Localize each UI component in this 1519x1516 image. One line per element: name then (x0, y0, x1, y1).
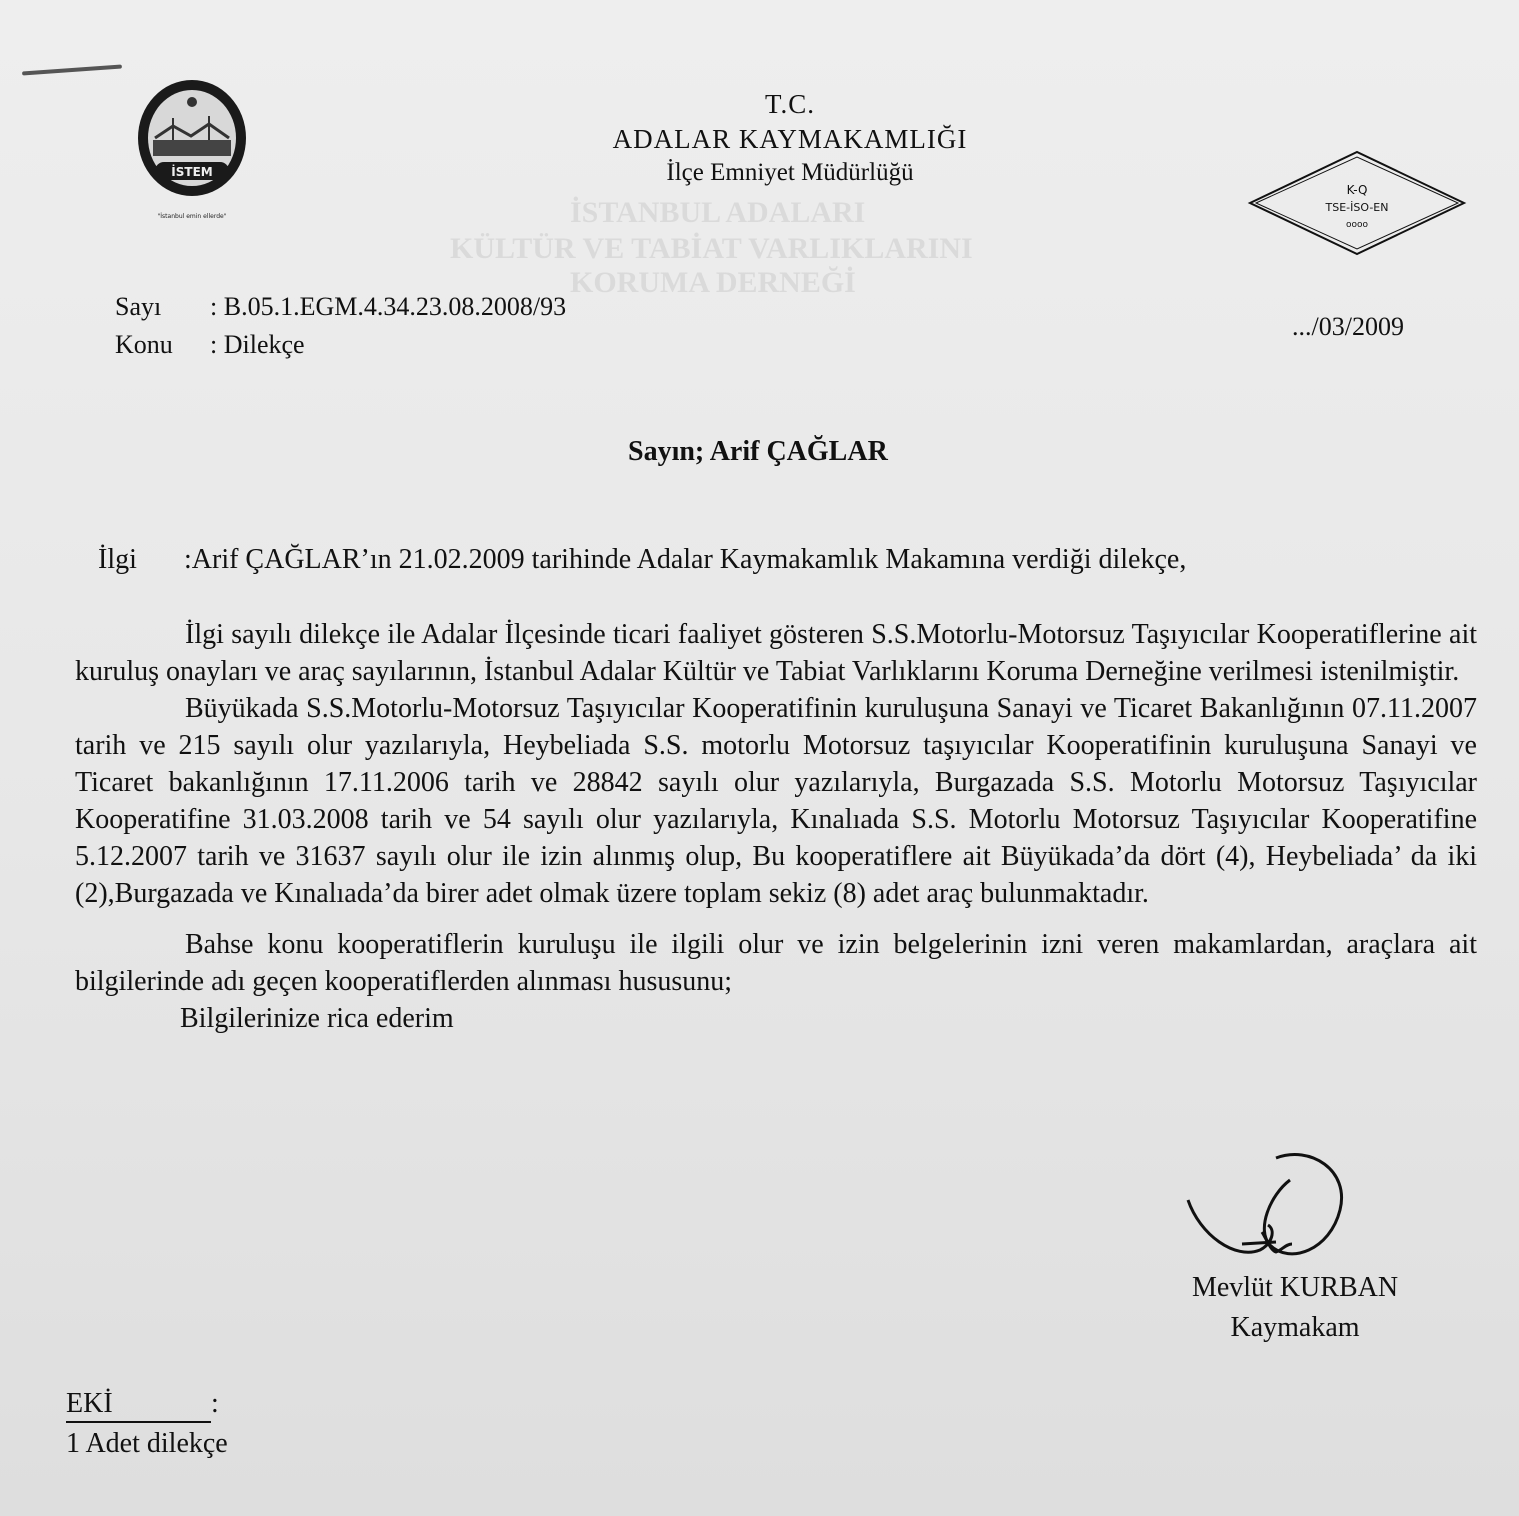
attachment-colon: : (211, 1388, 219, 1419)
letter-body (75, 616, 1477, 1037)
cert-line-2: TSE-İSO-EN (1325, 201, 1389, 214)
body-paragraph-2: Büyükada S.S.Motorlu-Motorsuz Taşıyıcılar Kooperatifinin kuruluşuna Sanayi ve Ticaret Bakanlığının 07.11.2007 tarih ve 215 sayılı olur yazılarıyla, Heybeliada S.S. motorlu Motorsuz taşıyıcılar Kooperatifinin kuruluşuna Sanayi ve Ticaret bakanlığının 17.11.2006 tarih ve 28842 sayılı olur yazılarıyla, Burgazada S.S. Motorlu Motorsuz Taşıyıcılar Kooperatifine 31.03.2008 tarih ve 54 sayılı olur yazılarıyla, Kınalıada S.S. Motorlu Motorsuz Taşıyıcılar Kooperatifine 5.12.2007 tarih ve 31637 sayılı olur ile izin alınmış olup, Bu kooperatiflere ait Büyükada’da dört (4), Heybeliada’ da iki (2),Burgazada ve Kınalıada’da birer adet olmak üzere toplam sekiz (8) adet araç bulunmaktadır. (75, 693, 1477, 909)
signer-block (1140, 1268, 1450, 1348)
ilgi-line (98, 544, 1186, 576)
document-date: .../03/2009 (1292, 312, 1404, 341)
handwritten-signature (1180, 1140, 1360, 1280)
body-paragraph-3: Bahse konu kooperatiflerin kuruluşu ile ilgili olur ve izin belgelerinin izni veren makamlardan, araçlara ait bilgilerinde adı geçen kooperatiflerden alınması hususunu; (75, 929, 1477, 997)
reference-block (115, 288, 566, 364)
certification-badge-icon (1246, 148, 1468, 258)
istem-emblem-icon (133, 78, 251, 228)
svg-text:İSTEM: İSTEM (171, 165, 213, 179)
body-paragraph-1: İlgi sayılı dilekçe ile Adalar İlçesinde ticari faaliyet gösteren S.S.Motorlu-Motorsuz Taşıyıcılar Kooperatiflerine ait kuruluş onayları ve araç sayılarının, İstanbul Adalar Kültür ve Tabiat Varlıklarını Koruma Derneğine verilmesi istenilmiştir. (75, 619, 1477, 687)
addressee: Sayın; Arif ÇAĞLAR (628, 436, 888, 467)
show-through-text: KORUMA DERNEĞİ (570, 266, 856, 299)
cert-line-1: K-Q (1346, 183, 1368, 197)
body-paragraph-4: Bilgilerinize rica ederim (180, 1003, 454, 1034)
sayi-value: : B.05.1.EGM.4.34.23.08.2008/93 (210, 292, 567, 321)
signer-title: Kaymakam (1230, 1312, 1360, 1343)
paper-mark (22, 65, 122, 76)
ilgi-label: İlgi (98, 544, 137, 575)
ilgi-text: :Arif ÇAĞLAR’ın 21.02.2009 tarihinde Adalar Kaymakamlık Makamına verdiği dilekçe, (184, 544, 1187, 575)
header-line-institution: ADALAR KAYMAKAMLIĞI (612, 124, 968, 154)
letterhead (530, 86, 1050, 190)
konu-value: : Dilekçe (210, 330, 305, 359)
svg-text:"İstanbul emin ellerde": "İstanbul emin ellerde" (157, 213, 227, 220)
show-through-text: KÜLTÜR VE TABİAT VARLIKLARINI (450, 232, 973, 265)
attachment-block (66, 1384, 228, 1464)
attachment-item: 1 Adet dilekçe (66, 1428, 228, 1459)
cert-line-3: oooo (1345, 220, 1369, 230)
konu-label: Konu (115, 330, 173, 359)
header-line-tc: T.C. (765, 89, 815, 119)
signer-name: Mevlüt KURBAN (1191, 1272, 1399, 1303)
attachment-label: EKİ (66, 1387, 211, 1423)
header-line-department: İlçe Emniyet Müdürlüğü (666, 159, 914, 186)
sayi-label: Sayı (115, 292, 162, 321)
show-through-text: İSTANBUL ADALARI (570, 196, 866, 229)
